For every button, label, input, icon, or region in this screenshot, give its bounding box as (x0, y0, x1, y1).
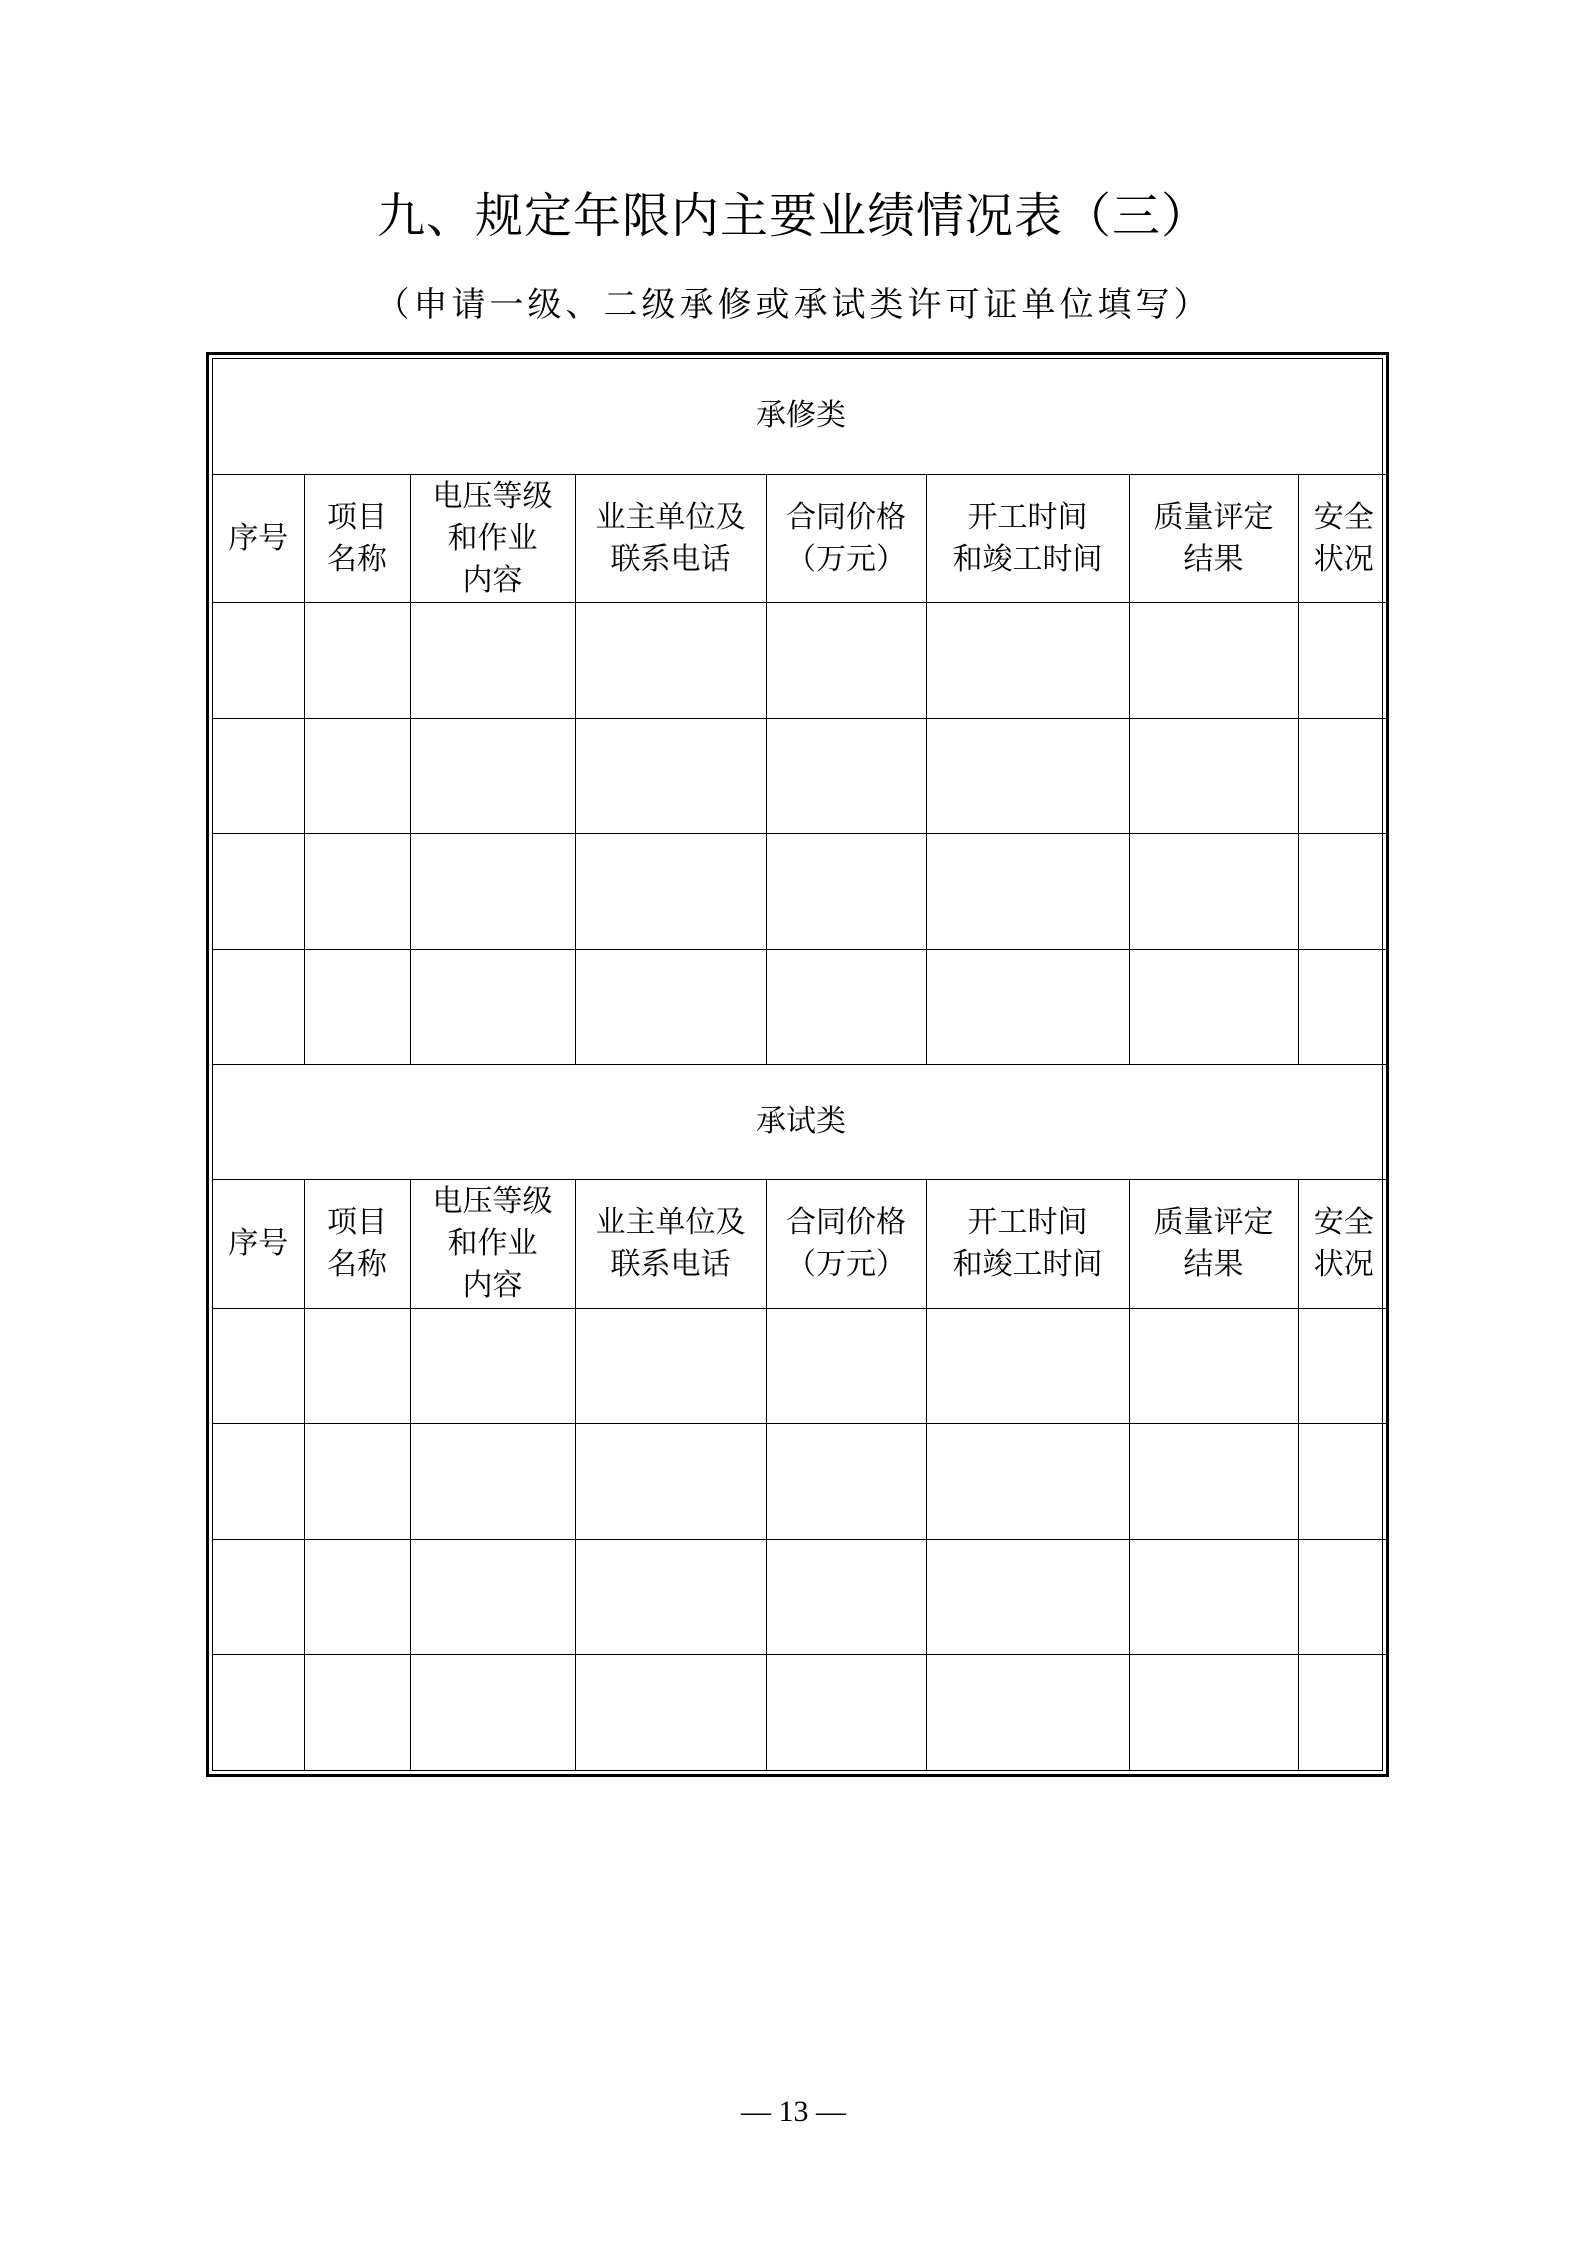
column-header-line: 安全 (1313, 1205, 1374, 1241)
table-row (213, 834, 1389, 949)
column-header-line: 名称 (327, 1247, 387, 1283)
column-header-line: 状况 (1313, 1247, 1374, 1283)
column-header-line: 业主单位及 (595, 499, 746, 535)
column-header (1129, 474, 1298, 602)
section-title: 承修类 (213, 359, 1389, 474)
table-cell (304, 949, 410, 1064)
table-cell (766, 834, 926, 949)
table-cell (575, 834, 766, 949)
table-cell (213, 949, 304, 1064)
table-cell (304, 1655, 410, 1770)
table-cell (1129, 1424, 1298, 1539)
table-cell (926, 603, 1129, 718)
column-header-line: 内容 (462, 1268, 523, 1304)
table-cell (410, 1655, 575, 1770)
table-cell (766, 949, 926, 1064)
column-header-line: 电压等级 (432, 478, 553, 514)
column-header (213, 1180, 304, 1308)
table-cell (304, 1424, 410, 1539)
column-header-line: 结果 (1183, 1247, 1244, 1283)
column-header-line: 状况 (1313, 541, 1374, 577)
column-header (304, 474, 410, 602)
table-cell (926, 718, 1129, 833)
column-header-line: 内容 (462, 562, 523, 598)
column-header (1298, 474, 1389, 602)
table-row (213, 718, 1389, 833)
column-header (926, 474, 1129, 602)
table-row (213, 1424, 1389, 1539)
column-header-line: 项目 (327, 499, 387, 535)
page-title: 九、规定年限内主要业绩情况表（三） (376, 188, 1210, 244)
table-cell (410, 1308, 575, 1423)
table-cell (213, 1655, 304, 1770)
table-cell (1298, 1539, 1389, 1654)
column-header-line: 项目 (327, 1205, 387, 1241)
column-header-line: 和作业 (447, 1226, 538, 1262)
column-header-row (213, 474, 1389, 602)
table-cell (1129, 718, 1298, 833)
table-cell (1129, 1308, 1298, 1423)
table-body (213, 359, 1389, 1770)
column-header (575, 474, 766, 602)
table-cell (1298, 1655, 1389, 1770)
column-header (304, 1180, 410, 1308)
column-header-line: 开工时间 (967, 1205, 1088, 1241)
table-cell (1129, 834, 1298, 949)
table-cell (926, 1424, 1129, 1539)
table-cell (304, 1308, 410, 1423)
column-header (1129, 1180, 1298, 1308)
table-cell (575, 718, 766, 833)
table-cell (575, 949, 766, 1064)
column-header-line: 合同价格 (786, 1205, 906, 1241)
table-cell (213, 1308, 304, 1423)
table-cell (1129, 949, 1298, 1064)
table-cell (1298, 834, 1389, 949)
section-title-row (213, 1064, 1389, 1179)
column-header-line: 名称 (327, 541, 387, 577)
table-cell (575, 603, 766, 718)
table-cell (766, 603, 926, 718)
table-cell (1298, 603, 1389, 718)
column-header-line: 质量评定 (1153, 1205, 1274, 1241)
table-row (213, 1539, 1389, 1654)
column-header-line: 和竣工时间 (952, 1247, 1103, 1283)
page-number: — 13 — (741, 2095, 846, 2128)
table-row (213, 603, 1389, 718)
table-cell (575, 1655, 766, 1770)
table-cell (213, 603, 304, 718)
column-header-row (213, 1180, 1389, 1308)
table-cell (575, 1539, 766, 1654)
column-header (213, 474, 304, 602)
column-header-line: 业主单位及 (595, 1205, 746, 1241)
column-header-line: 联系电话 (610, 541, 731, 577)
table-cell (410, 949, 575, 1064)
table-cell (575, 1308, 766, 1423)
column-header-line: 安全 (1313, 499, 1374, 535)
table-cell (766, 1308, 926, 1423)
table-cell (1298, 949, 1389, 1064)
table-cell (926, 949, 1129, 1064)
column-header-line: 联系电话 (610, 1247, 731, 1283)
table-row (213, 1308, 1389, 1423)
section-title: 承试类 (213, 1064, 1389, 1179)
column-header-line: 开工时间 (967, 499, 1088, 535)
table-cell (304, 1539, 410, 1654)
table-cell (410, 1424, 575, 1539)
table-cell (213, 834, 304, 949)
table-cell (1298, 1424, 1389, 1539)
table-cell (1129, 1539, 1298, 1654)
table-cell (926, 1308, 1129, 1423)
table-cell (410, 718, 575, 833)
table-row (213, 1655, 1389, 1770)
column-header-line: 序号 (228, 520, 289, 556)
table-cell (926, 1655, 1129, 1770)
column-header (410, 1180, 575, 1308)
table-frame (206, 352, 1389, 1777)
column-header-line: （万元） (786, 541, 906, 577)
table-cell (410, 1539, 575, 1654)
column-header-line: 合同价格 (786, 499, 906, 535)
table-cell (213, 1539, 304, 1654)
table-inner-border (212, 358, 1383, 1771)
table-cell (1129, 1655, 1298, 1770)
column-header-line: 序号 (228, 1226, 289, 1262)
table-cell (926, 834, 1129, 949)
table-cell (410, 834, 575, 949)
column-header (575, 1180, 766, 1308)
performance-table (213, 359, 1389, 1770)
table-cell (575, 1424, 766, 1539)
table-cell (213, 718, 304, 833)
table-cell (766, 1424, 926, 1539)
table-cell (766, 1655, 926, 1770)
section-title-row (213, 359, 1389, 474)
column-header (766, 1180, 926, 1308)
table-cell (1129, 603, 1298, 718)
column-header (766, 474, 926, 602)
table-cell (1298, 1308, 1389, 1423)
column-header-line: 和作业 (447, 520, 538, 556)
table-cell (926, 1539, 1129, 1654)
table-cell (1298, 718, 1389, 833)
column-header (1298, 1180, 1389, 1308)
table-cell (766, 1539, 926, 1654)
table-row (213, 949, 1389, 1064)
table-cell (213, 1424, 304, 1539)
column-header (926, 1180, 1129, 1308)
column-header-line: 结果 (1183, 541, 1244, 577)
table-cell (304, 603, 410, 718)
table-cell (304, 834, 410, 949)
table-cell (304, 718, 410, 833)
table-cell (410, 603, 575, 718)
page-subtitle: （申请一级、二级承修或承试类许可证单位填写） (375, 285, 1212, 325)
column-header-line: 电压等级 (432, 1184, 553, 1220)
column-header-line: （万元） (786, 1247, 906, 1283)
column-header-line: 和竣工时间 (952, 541, 1103, 577)
column-header (410, 474, 575, 602)
column-header-line: 质量评定 (1153, 499, 1274, 535)
table-cell (766, 718, 926, 833)
